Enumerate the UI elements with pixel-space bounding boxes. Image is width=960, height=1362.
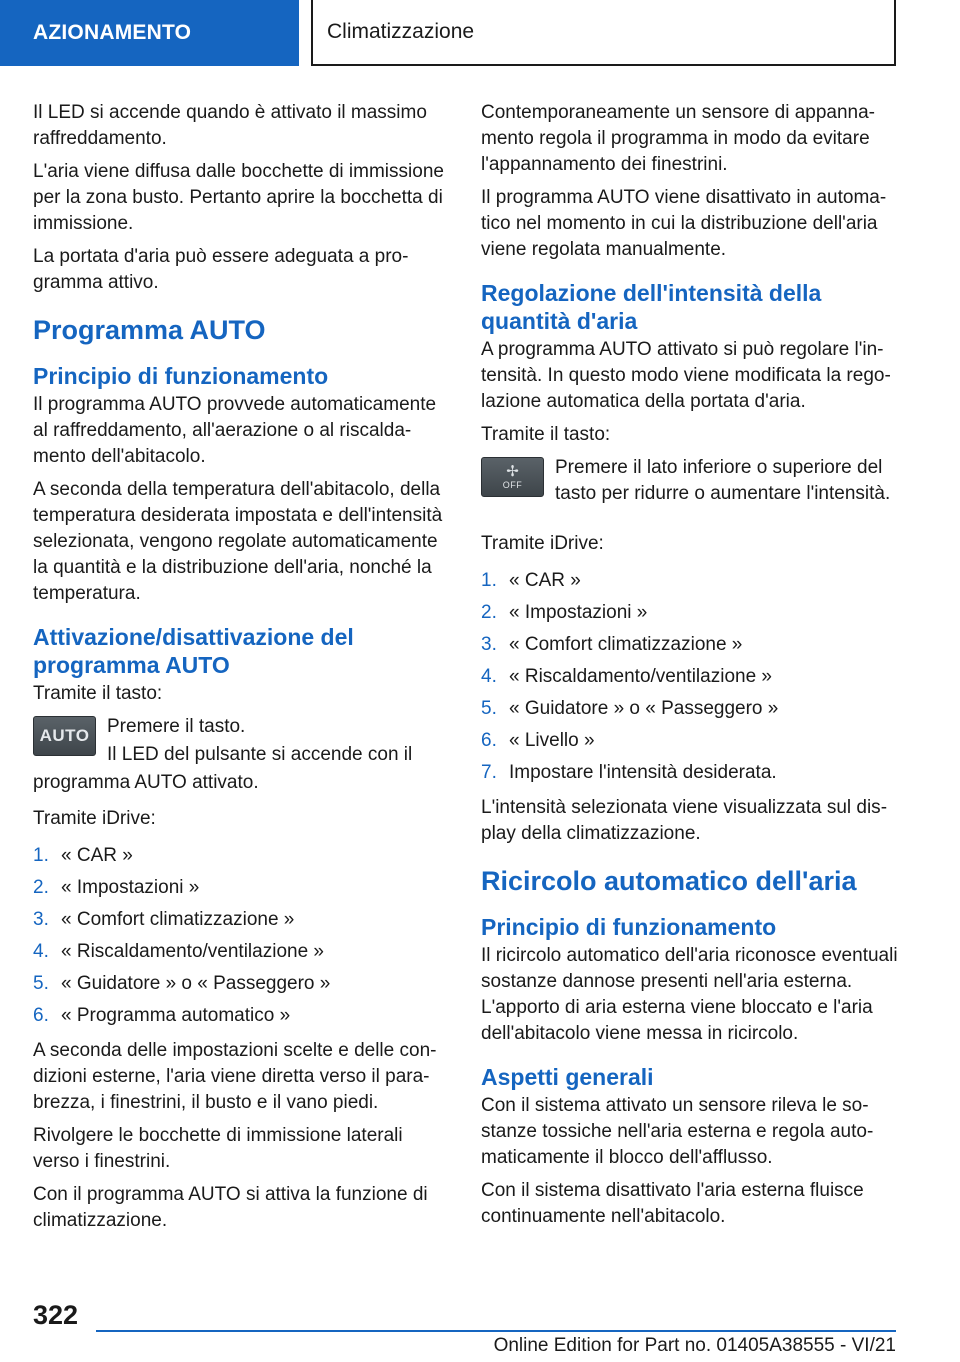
chapter-title: Climatizzazione — [311, 0, 896, 66]
idrive-steps-list — [33, 840, 453, 1032]
auto-button-icon — [33, 716, 96, 756]
paragraph: A seconda della temperatura dell'abitacolo, della temperatura desiderata impostata e dell'intensità selezionata, vengono regolate automaticamente la quantità e la distribuzione dell'aria, nonché la temperatura. — [33, 479, 443, 604]
paragraph: Con il sistema attivato un sensore rileva le sostanze tossiche nell'aria esterna e regola automaticamente il blocco dell'afflusso. — [481, 1095, 874, 1168]
instruction-text: Premere il tasto. — [107, 716, 246, 737]
fan-key-instruction — [481, 455, 901, 521]
list-item: 1. « CAR » — [481, 570, 581, 591]
list-item: 4. « Riscaldamento/ventilazione » — [481, 666, 772, 687]
auto-key-icon — [33, 716, 96, 756]
instruction-text: Il LED del pulsante si accende con il — [107, 744, 413, 765]
list-item: 2. « Impostazioni » — [481, 602, 648, 623]
fan-icon: ✢ — [506, 463, 519, 480]
paragraph: Il ricircolo automatico dell'aria riconosce eventuali sostanze dannose presenti nell'aria esterna. L'apporto di aria esterna viene bloccato e l'aria dell'abitacolo viene messa in ricircolo. — [481, 945, 898, 1044]
paragraph: L'aria viene diffusa dalle bocchette di immissione per la zona busto. Pertanto aprire la bocchetta di immissione. — [33, 161, 444, 234]
list-item: 5. « Guidatore » o « Passeggero » — [33, 973, 331, 994]
edition-text: Online Edition for Part no. 01405A38555 - VI/21 — [493, 1335, 896, 1356]
paragraph: A programma AUTO attivato si può regolare l'intensità. In questo modo viene modificata la regolazione automatica della portata d'aria. — [481, 339, 891, 412]
heading-principio: Principio di funzionamento — [481, 914, 777, 940]
right-column — [481, 100, 901, 1237]
paragraph: Tramite iDrive: — [33, 808, 156, 829]
list-item: 2. « Impostazioni » — [33, 877, 200, 898]
heading-programma-auto: Programma AUTO — [33, 315, 266, 345]
list-item: 6. « Livello » — [481, 730, 595, 751]
left-column — [33, 100, 453, 1241]
list-item: 6. « Programma automatico » — [33, 1005, 291, 1026]
paragraph: Il programma AUTO provvede automaticamente al raffreddamento, all'aerazione o al riscaldamento dell'abitacolo. — [33, 394, 437, 467]
paragraph: Rivolgere le bocchette di immissione laterali verso i finestrini. — [33, 1125, 403, 1172]
fan-button-icon — [481, 457, 544, 497]
paragraph: Tramite il tasto: — [33, 683, 163, 704]
heading-attivazione: Attivazione/disattivazione del programma AUTO — [33, 624, 354, 678]
paragraph: Tramite il tasto: — [481, 424, 611, 445]
section-tab: AZIONAMENTO — [0, 0, 299, 66]
instruction-text: programma AUTO attivato. — [33, 772, 259, 793]
page-header — [0, 0, 960, 66]
paragraph: Tramite iDrive: — [481, 533, 604, 554]
heading-regolazione: Regolazione dell'intensità della quantità d'aria — [481, 280, 822, 334]
paragraph: Con il programma AUTO si attiva la funzione di climatizzazione. — [33, 1184, 428, 1231]
paragraph: Il LED si accende quando è attivato il massimo raffreddamento. — [33, 102, 427, 149]
auto-key-label: AUTO — [39, 726, 90, 745]
idrive-steps-list — [481, 565, 901, 789]
heading-ricircolo: Ricircolo automatico dell'aria — [481, 866, 857, 896]
list-item: 4. « Riscaldamento/ventilazione » — [33, 941, 324, 962]
heading-aspetti-generali: Aspetti generali — [481, 1064, 654, 1090]
paragraph: Con il sistema disattivato l'aria esterna fluisce continuamente nell'abitacolo. — [481, 1180, 864, 1227]
instruction-text: Premere il lato inferiore o superiore del tasto per ridurre o aumentare l'intensità. — [555, 457, 891, 504]
auto-key-instruction — [33, 714, 453, 796]
list-item: 5. « Guidatore » o « Passeggero » — [481, 698, 779, 719]
paragraph: Contemporaneamente un sensore di appannamento regola il programma in modo da evitare l'appannamento dei finestrini. — [481, 102, 875, 175]
list-item: 1. « CAR » — [33, 845, 133, 866]
list-item: 3. « Comfort climatizzazione » — [33, 909, 295, 930]
list-item: 7. Impostare l'intensità desiderata. — [481, 762, 777, 783]
fan-off-label: OFF — [502, 480, 523, 490]
footer-divider — [96, 1330, 896, 1332]
heading-principio: Principio di funzionamento — [33, 363, 329, 389]
paragraph: A seconda delle impostazioni scelte e delle condizioni esterne, l'aria viene diretta verso il parabrezza, i finestrini, il busto e il vano piedi. — [33, 1040, 437, 1113]
list-item: 3. « Comfort climatizzazione » — [481, 634, 743, 655]
paragraph: L'intensità selezionata viene visualizzata sul display della climatizzazione. — [481, 797, 888, 844]
paragraph: Il programma AUTO viene disattivato in automatico nel momento in cui la distribuzione dell'aria viene regolata manualmente. — [481, 187, 887, 260]
fan-key-icon — [481, 457, 544, 497]
paragraph: La portata d'aria può essere adeguata a programma attivo. — [33, 246, 409, 293]
page-number: 322 — [33, 1300, 79, 1330]
